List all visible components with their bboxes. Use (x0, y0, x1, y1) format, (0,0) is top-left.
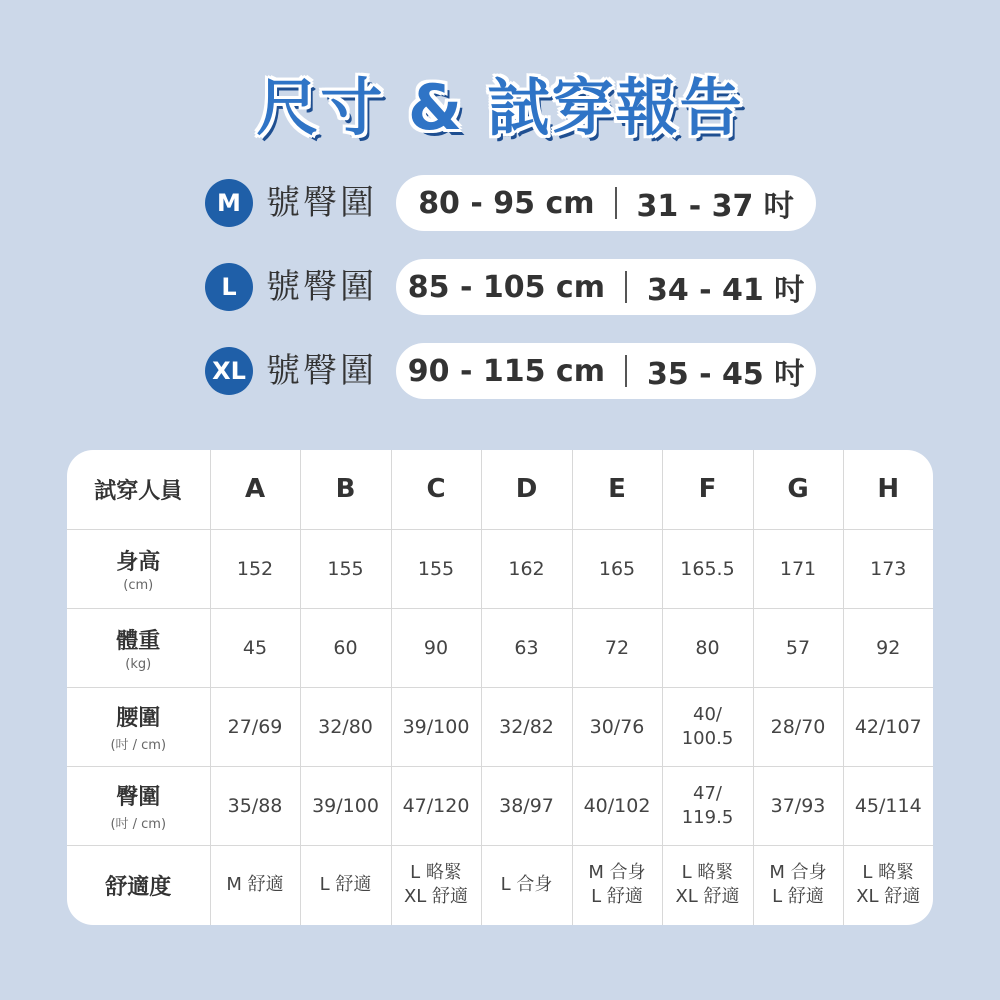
row-label (67, 687, 210, 766)
tester-header: A (210, 450, 300, 529)
table-cell: 45 (210, 608, 300, 687)
table-row (67, 687, 933, 766)
table-cell: 39/100 (391, 687, 481, 766)
pill-divider (615, 187, 617, 219)
table-cell (300, 845, 391, 925)
row-label (67, 608, 210, 687)
size-range-pill (396, 175, 816, 231)
row-label-text: 臀圍 (116, 784, 161, 810)
cell-line: M 舒適 (226, 874, 284, 896)
size-range-inch: 35 - 45 吋 (646, 357, 805, 392)
cell-line: XL 舒適 (403, 886, 469, 908)
table-cell: 152 (210, 529, 300, 608)
size-row-xl (0, 341, 1000, 401)
row-label-text: 腰圍 (116, 705, 161, 731)
tester-header: D (481, 450, 572, 529)
size-label: 號臀圍 (266, 183, 377, 223)
cell-line: M 合身 (769, 862, 827, 884)
tester-header: B (300, 450, 391, 529)
table-row (67, 529, 933, 608)
table-cell (843, 845, 933, 925)
table-cell (391, 845, 481, 925)
cell-line: L 略緊 (862, 862, 915, 884)
table-cell: 42/107 (843, 687, 933, 766)
table-cell: 173 (843, 529, 933, 608)
size-label: 號臀圍 (266, 267, 377, 307)
fit-report-table-card (67, 450, 933, 925)
table-cell: 63 (481, 608, 572, 687)
tester-header: G (753, 450, 843, 529)
tester-header: F (662, 450, 753, 529)
cell-line: L 合身 (500, 874, 553, 896)
cell-line: L 舒適 (591, 886, 643, 908)
table-row (67, 608, 933, 687)
fit-report-table (67, 450, 933, 925)
row-unit: (吋 / cm) (110, 737, 167, 753)
cell-line: 100.5 (681, 727, 734, 749)
table-cell (210, 845, 300, 925)
table-row (67, 766, 933, 845)
pill-divider (625, 271, 627, 303)
table-cell: 37/93 (753, 766, 843, 845)
row-label (67, 845, 210, 925)
size-range-cm: 85 - 105 cm (407, 269, 605, 305)
table-cell: 35/88 (210, 766, 300, 845)
tester-header: H (843, 450, 933, 529)
table-cell: 27/69 (210, 687, 300, 766)
table-cell: 165.5 (662, 529, 753, 608)
table-cell: 60 (300, 608, 391, 687)
table-cell: 32/82 (481, 687, 572, 766)
table-header-row (67, 450, 933, 529)
table-cell: 155 (300, 529, 391, 608)
row-label (67, 529, 210, 608)
row-label-text: 體重 (116, 628, 161, 654)
size-label: 號臀圍 (266, 351, 377, 391)
table-cell (662, 845, 753, 925)
cell-line: XL 舒適 (856, 886, 921, 908)
cell-line: L 舒適 (772, 886, 824, 908)
header-label: 試穿人員 (67, 450, 210, 529)
table-cell: 38/97 (481, 766, 572, 845)
page-title: 尺寸 & 試穿報告 (256, 71, 744, 144)
row-label (67, 766, 210, 845)
size-badge: XL (205, 347, 253, 395)
cell-line: L 略緊 (410, 862, 462, 884)
table-cell: 30/76 (572, 687, 662, 766)
size-badge: M (205, 179, 253, 227)
tester-header: E (572, 450, 662, 529)
row-unit: (kg) (125, 656, 152, 672)
size-badge: L (205, 263, 253, 311)
table-cell: 90 (391, 608, 481, 687)
size-range-inch: 31 - 37 吋 (636, 189, 794, 224)
size-range-inch: 34 - 41 吋 (646, 273, 805, 308)
table-cell: 32/80 (300, 687, 391, 766)
size-row-m (0, 173, 1000, 233)
table-cell: 28/70 (753, 687, 843, 766)
row-label-text: 身高 (116, 549, 161, 575)
table-cell: 162 (481, 529, 572, 608)
size-row-l (0, 257, 1000, 317)
table-cell: 80 (662, 608, 753, 687)
size-range-cm: 90 - 115 cm (407, 353, 605, 389)
cell-line: 47/ (693, 782, 722, 804)
table-cell: 39/100 (300, 766, 391, 845)
pill-divider (625, 355, 627, 387)
row-label-text: 舒適度 (105, 874, 172, 900)
size-range-cm: 80 - 95 cm (418, 185, 595, 221)
table-cell: 40/102 (572, 766, 662, 845)
tester-header: C (391, 450, 481, 529)
table-cell (753, 845, 843, 925)
table-cell: 47/120 (391, 766, 481, 845)
cell-line: XL 舒適 (675, 886, 740, 908)
table-cell: 165 (572, 529, 662, 608)
cell-line: L 略緊 (681, 862, 734, 884)
row-unit: (吋 / cm) (110, 816, 167, 832)
table-cell (662, 766, 753, 845)
row-unit: (cm) (123, 577, 154, 593)
table-cell (572, 845, 662, 925)
cell-line: M 合身 (588, 862, 646, 884)
size-range-pill (396, 259, 816, 315)
table-cell (481, 845, 572, 925)
table-cell: 45/114 (843, 766, 933, 845)
table-cell: 72 (572, 608, 662, 687)
table-row (67, 845, 933, 925)
table-cell: 92 (843, 608, 933, 687)
size-range-pill (396, 343, 816, 399)
table-cell (662, 687, 753, 766)
table-cell: 171 (753, 529, 843, 608)
table-cell: 155 (391, 529, 481, 608)
table-cell: 57 (753, 608, 843, 687)
cell-line: L 舒適 (319, 874, 372, 896)
cell-line: 40/ (693, 703, 722, 725)
cell-line: 119.5 (681, 806, 734, 828)
